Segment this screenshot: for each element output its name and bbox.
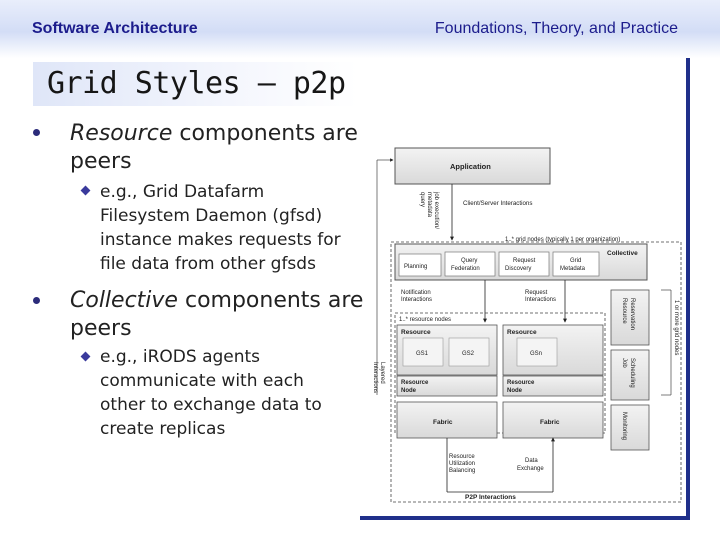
bullet-2-line-2: peers [70, 316, 132, 341]
bullet-2-line-1 [70, 287, 363, 314]
sub-1-line-1: e.g., Grid Datafarm [100, 182, 265, 202]
bullet-1-emphasis: Resource [70, 121, 173, 146]
frame-right-bar [686, 58, 690, 520]
notification-line-2: Interactions [401, 297, 433, 303]
gs1-label: GS1 [416, 351, 429, 357]
job-exec-line-1: job execution/ [433, 192, 439, 230]
client-server-label: Client/Server Interactions [463, 200, 533, 207]
reservation-line-1: Resource [621, 298, 627, 324]
sub-bullet-diamond [81, 352, 91, 362]
utilization-line-1: Resource [449, 454, 475, 460]
sub-1-line-4: file data from other gfsds [100, 254, 316, 274]
bullet-1-line-1 [70, 120, 358, 147]
query-federation-line-1: Query [461, 258, 478, 264]
grid-metadata-box [553, 252, 599, 276]
utilization-line-3: Balancing [449, 468, 476, 474]
sub-2-line-4: create replicas [100, 419, 226, 439]
notification-line-1: Notification [401, 290, 431, 296]
book-subtitle: Foundations, Theory, and Practice [434, 20, 678, 37]
request-discovery-line-1: Request [513, 258, 536, 264]
data-exchange-line-2: Exchange [517, 466, 544, 472]
sub-1-line-3: instance makes requests for [100, 230, 341, 250]
resource-label-right: Resource [507, 329, 537, 336]
query-federation-line-2: Federation [451, 266, 480, 272]
job-exec-line-2: metadata [426, 192, 432, 218]
resource-node-left-line-2: Node [401, 388, 416, 394]
resource-label-left: Resource [401, 329, 431, 336]
resource-node-right-line-2: Node [507, 388, 522, 394]
resource-node-left-line-1: Resource [401, 380, 429, 386]
request-discovery-line-2: Discovery [505, 266, 532, 272]
job-exec-line-3: query [419, 192, 425, 208]
request-interactions-line-2: Interactions [525, 297, 557, 303]
reservation-line-2: Reservation [629, 298, 635, 331]
bullet-dot [33, 297, 40, 304]
bullet-2-emphasis: Collective [70, 288, 178, 313]
query-federation-box [445, 252, 495, 276]
layered-line-2: Interactions [372, 362, 378, 394]
gs2-label: GS2 [462, 351, 475, 357]
application-label: Application [450, 162, 491, 171]
bullet-1-text: components are [172, 121, 358, 146]
grid-metadata-line-2: Metadata [560, 266, 586, 272]
collective-label: Collective [607, 250, 638, 257]
sub-bullet-diamond [81, 186, 91, 196]
bullet-1-line-2: peers [70, 149, 132, 174]
grid-nodes-label: 1..* grid nodes (typically 1 per organization) [505, 237, 621, 243]
resource-nodes-label: 1..* resource nodes [399, 317, 452, 323]
sub-2-line-1: e.g., iRODS agents [100, 347, 261, 367]
fabric-label-left: Fabric [433, 419, 453, 426]
layered-line-1: Layered [379, 362, 385, 384]
sub-2-line-2: communicate with each [100, 371, 304, 391]
job-scheduling-line-1: Job [621, 358, 627, 368]
bullet-2-text: components are [177, 288, 364, 313]
p2p-grid-diagram [365, 140, 685, 510]
resource-node-right-line-1: Resource [507, 380, 535, 386]
gsn-label: GSn [530, 351, 543, 357]
frame-bottom-bar [360, 516, 690, 520]
sub-2-line-3: other to exchange data to [100, 395, 322, 415]
fabric-label-right: Fabric [540, 419, 560, 426]
monitoring-box [611, 405, 649, 450]
utilization-line-2: Utilization [449, 461, 476, 467]
sub-1-line-2: Filesystem Daemon (gfsd) [100, 206, 323, 226]
request-interactions-line-1: Request [525, 290, 548, 296]
planning-label: Planning [404, 264, 428, 270]
grid-nodes-side-label: 1 or more grid nodes [673, 300, 679, 356]
monitoring-label: Monitoring [621, 412, 627, 441]
p2p-interactions-label: P2P Interactions [465, 494, 516, 501]
job-scheduling-line-2: Scheduling [629, 358, 635, 388]
course-title: Software Architecture [32, 20, 198, 37]
bullet-dot [33, 129, 40, 136]
data-exchange-line-1: Data [525, 458, 538, 464]
grid-metadata-line-1: Grid [570, 258, 582, 264]
slide-title: Grid Styles – p2p [47, 66, 346, 101]
request-discovery-box [499, 252, 549, 276]
